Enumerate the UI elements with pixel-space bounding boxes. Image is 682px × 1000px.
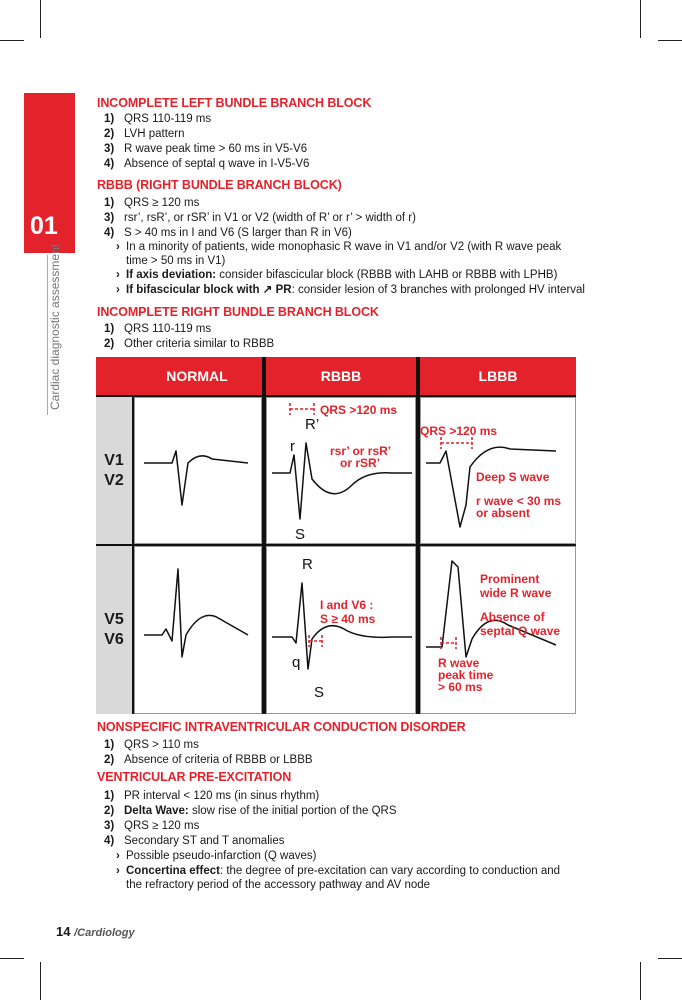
list-item: 1) QRS 110-119 ms (104, 113, 212, 125)
list-item: 3) R wave peak time > 60 ms in V5-V6 (104, 143, 308, 155)
label-rbbb-v6-S: S (314, 684, 325, 701)
label-lbbb-v1-r2: or absent (476, 506, 531, 520)
bullet-item: › Possible pseudo-infarction (Q waves) (116, 850, 317, 862)
list-item: 1) QRS > 110 ms (104, 739, 199, 751)
crop-mark (640, 0, 641, 38)
bullet-item: › If axis deviation: consider bifascicular block (RBBB with LAHB or RBBB with LPHB) (116, 269, 558, 281)
section-title-irbbb: INCOMPLETE RIGHT BUNDLE BRANCH BLOCK (97, 305, 379, 319)
ecg-traces (96, 357, 576, 714)
crop-mark (40, 962, 41, 1000)
label-lbbb-v6-p1: Prominent (480, 572, 540, 586)
list-item: 4) Secondary ST and T anomalies (104, 835, 285, 847)
list-item: 2) Other criteria similar to RBBB (104, 338, 275, 350)
row-label-v1v2: V1 V2 (96, 397, 132, 544)
label-lbbb-v6-rp3: > 60 ms (438, 680, 483, 694)
label-rbbb-v1-qrs: QRS >120 ms (320, 403, 398, 417)
crop-mark (0, 958, 24, 959)
label-rbbb-v6-R: R (302, 556, 313, 573)
label-lbbb-v1-qrs: QRS >120 ms (420, 424, 498, 438)
label-lbbb-v1-deep: Deep S wave (476, 470, 550, 484)
crop-mark (0, 40, 24, 41)
trace-normal-v6 (144, 569, 248, 657)
label-rbbb-v6-s1: I and V6 : (320, 598, 374, 612)
chapter-title: Cardiac diagnostic assessment (48, 243, 62, 410)
label-lbbb-v6-p2: wide R wave (480, 586, 552, 600)
label-lbbb-v6-a2: septal Q wave (480, 624, 561, 638)
label-lbbb-v1-r1: r wave < 30 ms (476, 494, 562, 508)
list-item: 1) QRS 110-119 ms (104, 323, 212, 335)
label-lbbb-v6-rp1: R wave (438, 656, 480, 670)
label-rbbb-v1-r: r (290, 438, 295, 455)
page-number: 14 (56, 924, 71, 939)
label-lbbb-v6-a1: Absence of (480, 610, 545, 624)
bullet-item: › If bifascicular block with ↗ PR: consider lesion of 3 branches with prolonged HV interval (116, 284, 585, 296)
page-footer (56, 924, 135, 939)
list-item: 1) PR interval < 120 ms (in sinus rhythm) (104, 790, 320, 802)
list-item: 2) Absence of criteria of RBBB or LBBB (104, 754, 313, 766)
list-item: 3) QRS ≥ 120 ms (104, 820, 200, 832)
list-item: 3) rsr’, rsR’, or rSR’ in V1 or V2 (width of R’ or r’ > width of r) (104, 212, 416, 224)
list-item: 4) S > 40 ms in I and V6 (S larger than R in V6) (104, 227, 352, 239)
list-item: 1) QRS ≥ 120 ms (104, 197, 200, 209)
bullet-item: › In a minority of patients, wide monophasic R wave in V1 and/or V2 (with R wave peak (116, 241, 562, 253)
section-title-vpe: VENTRICULAR PRE-EXCITATION (97, 770, 292, 784)
label-lbbb-v6-rp2: peak time (438, 668, 494, 682)
chapter-number: 01 (30, 212, 58, 240)
crop-mark (640, 962, 641, 1000)
lbbb-v1-qrs-bracket (441, 437, 472, 449)
header-rbbb: RBBB (266, 357, 416, 395)
rbbb-v1-qrs-bracket (290, 403, 314, 415)
label-rbbb-v6-s2: S ≥ 40 ms (320, 612, 376, 626)
section-title-rbbb: RBBB (RIGHT BUNDLE BRANCH BLOCK) (97, 178, 342, 192)
crop-mark (658, 958, 682, 959)
bullet-item-cont: time > 50 ms in V1) (126, 255, 226, 267)
book-title: /Cardiology (74, 927, 135, 939)
label-rbbb-v1-pattern1: rsr’ or rsR’ (330, 444, 392, 458)
bullet-item: › Concertina effect: the degree of pre-excitation can vary according to conduction and (116, 865, 561, 877)
list-item: 4) Absence of septal q wave in I-V5-V6 (104, 158, 310, 170)
section-title-ilbbb: INCOMPLETE LEFT BUNDLE BRANCH BLOCK (97, 96, 372, 110)
header-normal: NORMAL (132, 357, 262, 395)
row-label-v5v6: V5 V6 (96, 546, 132, 714)
label-rbbb-v6-q: q (292, 654, 301, 671)
crop-mark (40, 0, 41, 38)
header-lbbb: LBBB (420, 357, 576, 395)
bullet-item-cont: the refractory period of the accessory pathway and AV node (126, 879, 431, 891)
label-rbbb-v1-R: R’ (305, 416, 320, 433)
trace-normal-v1 (144, 451, 248, 505)
label-rbbb-v1-pattern2: or rSR’ (340, 456, 381, 470)
label-rbbb-v1-S: S (295, 526, 306, 543)
crop-mark (658, 40, 682, 41)
section-title-nicd: NONSPECIFIC INTRAVENTRICULAR CONDUCTION DISORDER (97, 720, 466, 734)
list-item: 2) LVH pattern (104, 128, 185, 140)
list-item: 2) Delta Wave: slow rise of the initial portion of the QRS (104, 805, 397, 817)
ecg-figure (96, 357, 576, 714)
